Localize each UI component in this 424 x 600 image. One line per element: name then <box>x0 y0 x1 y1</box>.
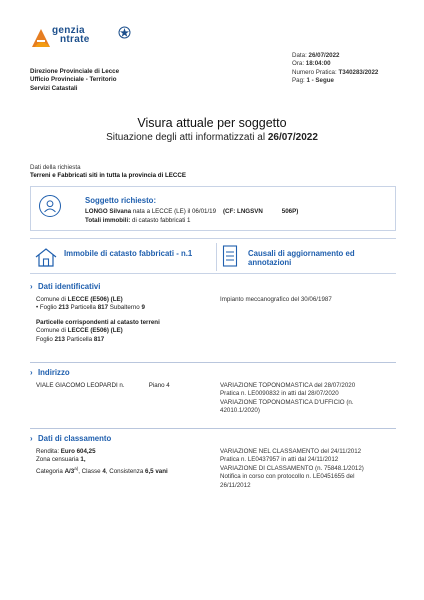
subject-total-label: Totali immobili: <box>85 217 131 224</box>
section-identificativi <box>30 282 396 352</box>
subject-name: LONGO Silvana <box>85 208 132 215</box>
indirizzo-heading[interactable]: › Indirizzo <box>30 368 70 377</box>
indirizzo-right: VARIAZIONE TOPONOMASTICA del 28/07/2020 Pratica n. LE0090832 in atti dal 28/07/2020 VARIAZIONE TOPONOMASTICA D'UFFICIO (n. 42010.1/2020) <box>220 382 356 415</box>
ident-foglio: • Foglio 213 Particella 817 Subalterno 9 <box>36 304 145 312</box>
subject-card <box>30 186 396 231</box>
chevron-right-icon: › <box>30 434 33 443</box>
house-icon <box>34 246 58 268</box>
republic-emblem-icon <box>118 26 131 40</box>
classamento-rendita: Rendita: Euro 604,25 <box>36 448 96 455</box>
request-info <box>30 164 186 181</box>
classamento-zona: Zona censuaria 1, <box>36 456 86 464</box>
indirizzo-piano: Piano 4 <box>148 382 170 389</box>
subject-birth: nata a LECCE (LE) il 06/01/19 <box>132 208 217 215</box>
subject-cf-end: 506P) <box>281 208 299 215</box>
logo-line2: ntrate <box>60 34 90 45</box>
property-tabs <box>30 238 396 274</box>
classamento-heading[interactable]: › Dati di classamento <box>30 434 112 443</box>
logo-line1: genzia <box>52 25 85 36</box>
classamento-right: VARIAZIONE NEL CLASSAMENTO del 24/11/2012 Pratica n. LE0437957 in atti dal 24/11/2012 VARIAZIONE DI CLASSAMENTO (n. 75848.1/2012) Notifica in corso con protocollo n. LE0451655 del 26/11/2012 <box>220 448 364 489</box>
subtitle-date: 26/07/2022 <box>267 132 318 143</box>
identificativi-left <box>36 296 160 344</box>
subject-total-value: di catasto fabbricati 1 <box>132 217 191 224</box>
ident-corr-foglio: Foglio 213 Particella 817 <box>36 335 105 343</box>
indirizzo-left <box>36 382 170 390</box>
agenzia-entrate-logo <box>30 25 130 55</box>
tab-causali[interactable]: Causali di aggiornamento ed annotazioni <box>248 249 355 267</box>
section-classamento <box>30 434 396 494</box>
meta-practice: Numero Pratica: T340283/2022 <box>292 68 379 76</box>
tab-immobile[interactable]: Immobile di catasto fabbricati - n.1 <box>64 249 193 258</box>
meta-date: Data: 26/07/2022 <box>292 52 340 59</box>
section-indirizzo <box>30 368 396 423</box>
office-block <box>30 68 119 93</box>
classamento-left <box>36 448 168 476</box>
chevron-right-icon: › <box>30 368 33 377</box>
request-value: Terreni e Fabbricati siti in tutta la provincia di LECCE <box>30 172 186 180</box>
page-subtitle <box>0 132 424 143</box>
indirizzo-address: VIALE GIACOMO LEOPARDI n. <box>36 382 125 389</box>
office-line-servizi: Servizi Catastali <box>30 84 78 92</box>
meta-page: Pag: 1 - Segue <box>292 77 334 85</box>
document-meta <box>292 52 378 86</box>
request-label: Dati della richiesta <box>30 164 81 171</box>
meta-time: Ora: 18:04:00 <box>292 60 331 68</box>
agenzia-logo-mark-icon <box>30 27 52 49</box>
document-list-icon <box>222 244 238 268</box>
subject-heading: Soggetto richiesto: <box>85 196 157 205</box>
classamento-categoria: Categoria A/3$^{a)}$, Classe 4, Consistenza 6,5 vani <box>36 465 168 475</box>
tab-separator <box>216 243 217 271</box>
ident-corr-comune: Comune di LECCE (E506) (LE) <box>36 327 123 335</box>
user-icon <box>39 195 61 217</box>
ident-comune: Comune di LECCE (E506) (LE) <box>36 296 123 303</box>
identificativi-heading[interactable]: › Dati identificativi <box>30 282 101 291</box>
divider <box>30 362 396 363</box>
ident-corr-heading: Particelle corrispondenti al catasto terreni <box>36 318 160 326</box>
subtitle-prefix: Situazione degli atti informatizzati al <box>106 132 266 143</box>
subject-cf: (CF: LNGSVN <box>222 208 263 215</box>
identificativi-right: Impianto meccanografico del 30/06/1987 <box>220 296 332 303</box>
subject-details <box>85 208 298 215</box>
page-title: Visura attuale per soggetto <box>137 116 287 130</box>
logo-wordmark <box>52 25 90 45</box>
subject-total <box>85 217 190 224</box>
chevron-right-icon: › <box>30 282 33 291</box>
office-line-ufficio: Ufficio Provinciale - Territorio <box>30 76 117 84</box>
divider <box>30 428 396 429</box>
office-line-direzione: Direzione Provinciale di Lecce <box>30 68 120 75</box>
